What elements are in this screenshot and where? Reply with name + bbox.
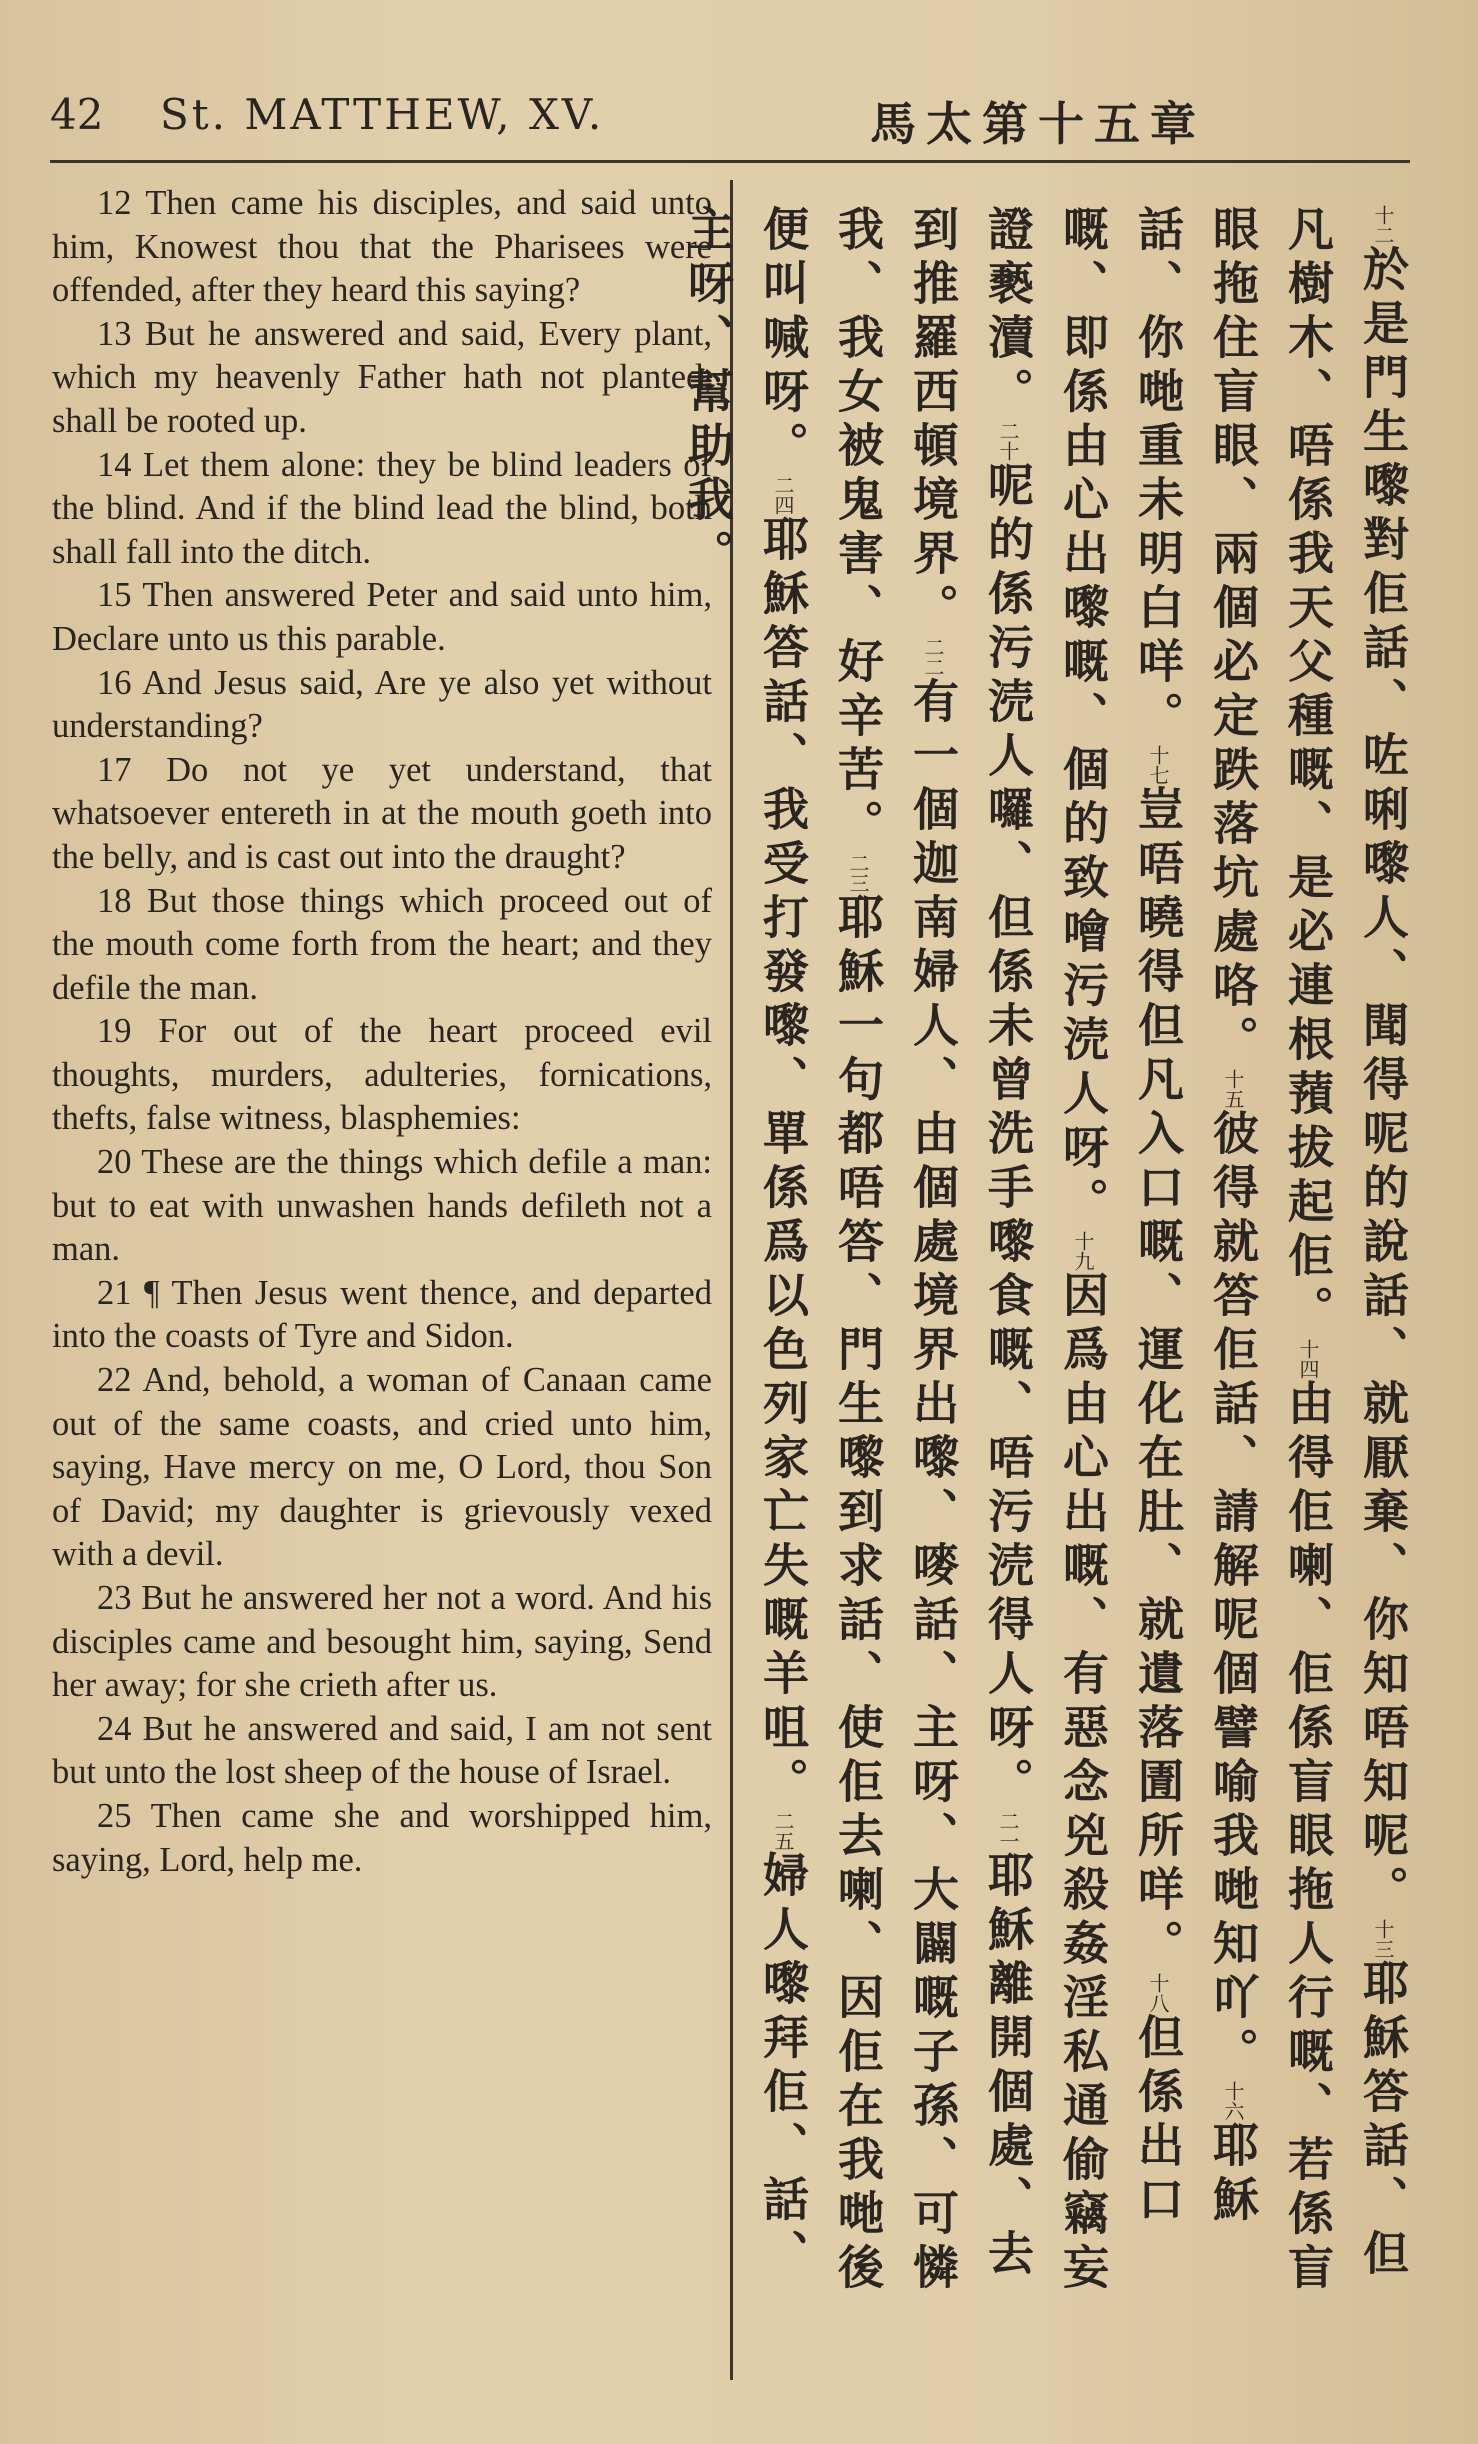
chinese-verse-text: 呢的係污涜人囉、但係未曾洗手嚟食嘅、唔污涜得人呀。 (981, 461, 1035, 1811)
chinese-verse-marker: 二二 (921, 637, 945, 677)
english-verse (52, 662, 712, 749)
chinese-verse-marker: 十三 (1371, 1919, 1395, 1959)
page-number: 42 (50, 90, 104, 139)
verse-text: And, behold, a woman of Canaan came out of the same coasts, and cried unto him, saying, Have mercy on me, O Lord, thou Son of David; my daughter is grievously vexed with a devil. (52, 1361, 712, 1574)
chinese-verse-marker: 十六 (1221, 2081, 1245, 2121)
chinese-verse-marker: 二三 (846, 853, 870, 893)
verse-text: These are the things which defile a man: but to eat with unwashen hands defileth not a man. (52, 1143, 712, 1269)
page-header (0, 80, 1478, 160)
english-verse (52, 749, 712, 880)
chinese-verse-marker: 十二 (1371, 205, 1395, 245)
running-title: St. MATTHEW, XV. (160, 90, 605, 139)
verse-text: Then came she and worshipped him, saying, Lord, help me. (52, 1796, 712, 1879)
chinese-verse-marker: 二五 (771, 1811, 795, 1851)
verse-number: 22 (97, 1361, 143, 1400)
verse-text: But those things which proceed out of the mouth come forth from the heart; and they defile the man. (52, 881, 712, 1007)
chinese-verse-text: 有一個迦南婦人、由個處境界出嚟、嘜話、主呀、大闢嘅子孫、可憐我、我女被鬼害、好辛苦。 (831, 205, 960, 2297)
verse-text: Then answered Peter and said unto him, Declare unto us this parable. (52, 576, 712, 658)
chinese-verse-text: 耶穌話、你哋重未明白咩。 (1131, 205, 1260, 2229)
verse-number: 20 (97, 1143, 142, 1182)
chinese-verse-text: 豈唔曉得但凡入口嘅、運化在肚、就遺落圊所咩。 (1131, 785, 1185, 1973)
chinese-column (681, 205, 1420, 2335)
verse-text: Do not ye yet understand, that whatsoever entereth in at the mouth goeth into the belly, and is cast out into the draught? (52, 750, 712, 876)
verse-number: 25 (97, 1796, 151, 1835)
english-verse (52, 313, 712, 444)
english-verse (52, 1795, 712, 1882)
chinese-verse-text: 婦人嚟拜佢、話、主呀、幫助我。 (681, 205, 810, 2283)
header-rule (50, 160, 1410, 163)
verse-number: 17 (97, 750, 167, 789)
verse-text: Let them alone: they be blind leaders of the blind. And if the blind lead the blind, both shall fall into the ditch. (52, 445, 713, 571)
english-column (52, 182, 712, 1882)
chinese-verse-text: 於是門生嚟對佢話、咗唎嚟人、聞得呢的說話、就厭棄、你知唔知呢。 (1356, 245, 1410, 1919)
verse-number: 15 (97, 576, 143, 615)
chinese-verse-text: 由得佢喇、佢係盲眼拖人行嘅、若係盲眼拖住盲眼、兩個必定跌落坑處咯。 (1206, 205, 1335, 2297)
chinese-verse-marker: 二一 (996, 1811, 1020, 1851)
verse-number: 12 (97, 184, 146, 222)
chinese-verse-text: 耶穌離開個處、去到推羅西頓境界。 (906, 205, 1035, 2283)
english-verse (52, 574, 712, 661)
verse-text: ¶ Then Jesus went thence, and departed into the coasts of Tyre and Sidon. (52, 1273, 712, 1356)
chinese-verse-text: 耶穌答話、但凡樹木、唔係我天父種嘅、是必連根蕷拔起佢。 (1281, 205, 1410, 2283)
chinese-verse-marker: 十四 (1296, 1339, 1320, 1379)
verse-number: 23 (97, 1579, 142, 1617)
verse-number: 18 (97, 881, 147, 920)
chinese-verse (1206, 1069, 1260, 2081)
verse-text: And Jesus said, Are ye also yet without understanding? (52, 663, 712, 746)
verse-number: 16 (97, 663, 143, 702)
verse-number: 19 (97, 1012, 159, 1051)
english-verse (52, 182, 712, 313)
chinese-verse-marker: 二十 (996, 421, 1020, 461)
verse-number: 24 (97, 1709, 143, 1748)
chinese-running-title: 馬太第十五章 (870, 97, 1206, 151)
chinese-verse-text: 耶穌一句都唔答、門生嚟到求話、使佢去喇、因佢在我哋後便叫喊呀。 (756, 205, 885, 2297)
english-verse (52, 1359, 712, 1577)
english-verse (52, 1577, 712, 1708)
chinese-verse (981, 421, 1035, 1811)
chinese-verse-marker: 十九 (1071, 1231, 1095, 1271)
chinese-verse-marker: 十五 (1221, 1069, 1245, 1109)
verse-text: But he answered and said, I am not sent but unto the lost sheep of the house of Israel. (52, 1709, 712, 1792)
english-verse (52, 444, 712, 575)
chinese-verse-text: 因爲由心出嘅、有惡念兇殺姦淫私通偷竊妄證褻瀆。 (981, 205, 1110, 2297)
chinese-verse (1131, 745, 1185, 1973)
chinese-verse-marker: 十七 (1146, 745, 1170, 785)
verse-text: But he answered her not a word. And his disciples came and besought him, saying, Send her away; for she crieth after us. (52, 1579, 713, 1705)
verse-text: But he answered and said, Every plant, which my heavenly Father hath not planted, shall be rooted up. (52, 314, 712, 440)
english-verse (52, 1708, 712, 1795)
english-verse (52, 1141, 712, 1272)
english-verse (52, 1010, 712, 1141)
chinese-verse-text: 彼得就答佢話、請解呢個譬喻我哋知吖。 (1206, 1109, 1260, 2081)
verse-number: 21 (97, 1273, 144, 1312)
chinese-verse-marker: 二四 (771, 475, 795, 515)
verse-text: Then came his disciples, and said unto him, Knowest thou that the Pharisees were offended, after they heard this saying? (52, 184, 712, 310)
chinese-verse-text: 但係出口嘅、即係由心出嚟嘅、個的致噲污涜人呀。 (1056, 205, 1185, 2229)
chinese-verse-marker: 十八 (1146, 1973, 1170, 2013)
english-verse (52, 1272, 712, 1359)
chinese-verse (1356, 205, 1410, 1919)
verse-number: 13 (97, 314, 145, 353)
verse-text: For out of the heart proceed evil thoughts, murders, adulteries, fornications, thefts, false witness, blasphemies: (52, 1012, 713, 1138)
chinese-verse (756, 475, 810, 1811)
chinese-verse-text: 耶穌答話、我受打發嚟、單係爲以色列家亡失嘅羊咀。 (756, 515, 810, 1811)
verse-number: 14 (97, 445, 143, 484)
english-verse (52, 880, 712, 1011)
